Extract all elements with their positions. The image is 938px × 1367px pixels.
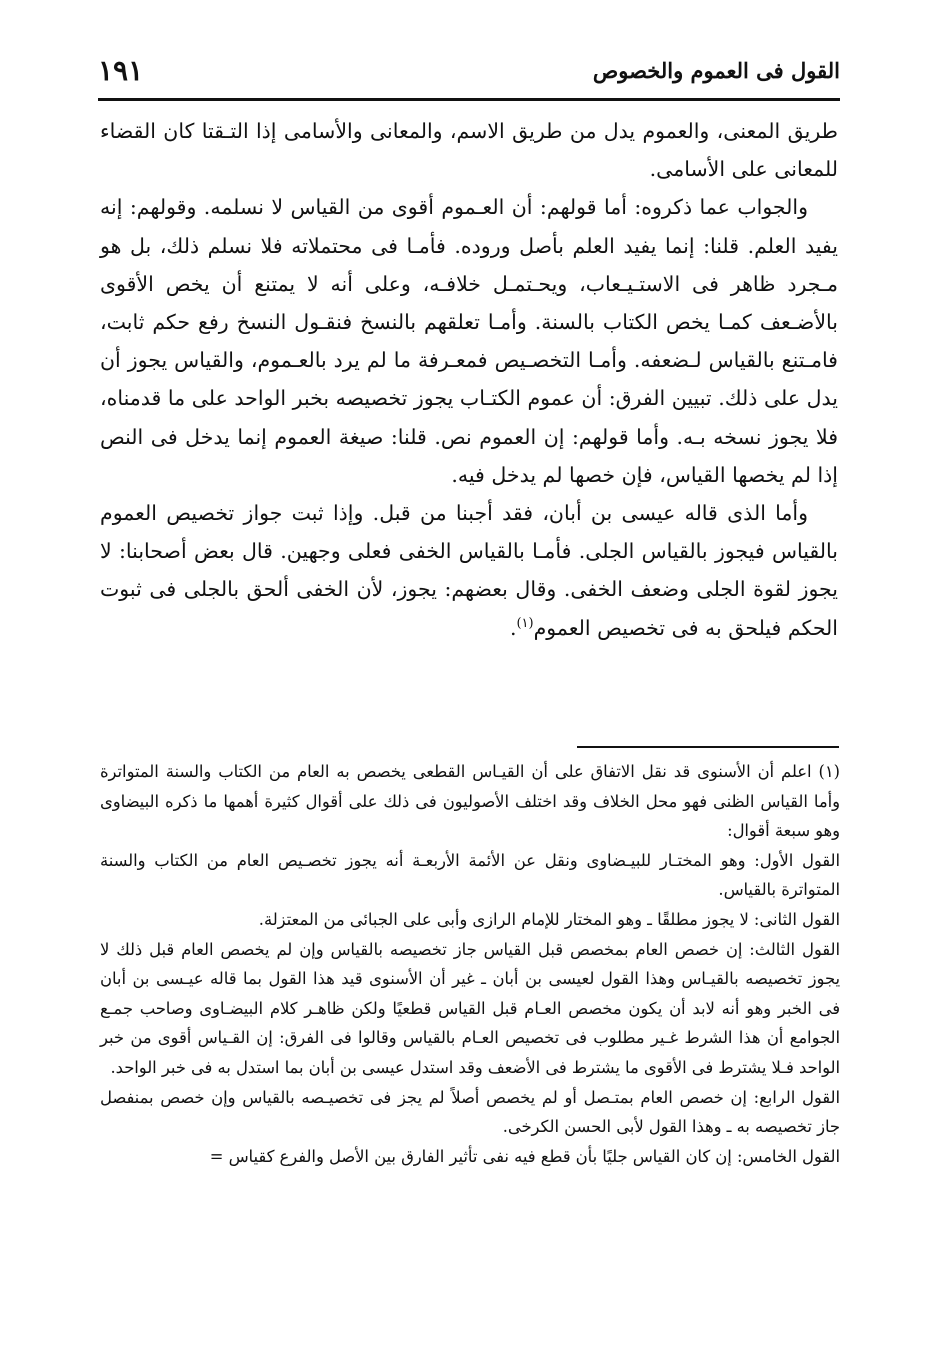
- footnotes: [100, 757, 840, 1171]
- paragraph-3: [100, 494, 838, 647]
- paragraph-3-end: .: [509, 615, 517, 640]
- footnote-opinion-1: القول الأول: وهو المختـار للبيـضاوى ونقل عن الأئمة الأربعـة أنه يجوز تخصـيص العام من الكتاب والسنة المتواترة بالقياس.: [100, 850, 840, 900]
- footnote-reference: (١): [516, 615, 534, 631]
- header-divider: [98, 98, 840, 101]
- running-title: القول فى العموم والخصوص: [592, 58, 840, 83]
- footnote-1: [100, 757, 840, 846]
- footnote-divider: [577, 746, 839, 748]
- paragraph-1: طريق المعنى، والعموم يدل من طريق الاسم، والمعانى والأسامى إذا التـقتا كان القضاء للمعانى على الأسامى.: [100, 119, 838, 182]
- paragraph-3-text: وأما الذى قاله عيسى بن أبان، فقد أجبنا من قبل. وإذا ثبت جواز تخصيص العموم بالقياس فيجوز بالقياس الجلى. فأمـا بالقياس الخفى فعلى وجهين. قال بعض أصحابنا: لا يجوز لقوة الجلى وضعف الخفى. وقال بعضهم: يجوز، لأن الخفى ألحق بالجلى فى ثبوت الحكم فيلحق به فى تخصيص العموم: [100, 501, 838, 640]
- footnote-opinion-2: القول الثانى: لا يجوز مطلقًا ـ وهو المختار للإمام الرازى وأبى على الجبائى من المعتزلة.: [258, 909, 840, 929]
- footnote-intro: اعلم أن الأسنوى قد نقل الاتفاق على أن القيـاس القطعى يخصص به العام من الكتاب والسنة المتواترة وأما القياس الظنى فهو محل الخلاف وقد اختلف الأصوليون فى ذلك على أقوال كثيرة أهمها ما ذكره البيضاوى وهو سبعة أقوال:: [100, 762, 840, 841]
- main-text: [100, 112, 838, 647]
- page-number: ١٩١: [98, 54, 144, 87]
- footnote-opinion-3: القول الثالث: إن خصص العام بمخصص قبل القياس جاز تخصيصه بالقياس وإن لم يخصص العام قبل ذلك لا يجوز تخصيصه بالقيـاس وهذا القول لعيسى بن أبان ـ غير أن الأسنوى قيد هذا القول بما قاله عيـسى بن أبان فى الخبر وهو أنه لابد أن يكون مخصص العـام قبل القياس قطعيًا ولكن ظاهـر كلام البيضـاوى وصاحب جمـع الجوامع أن هذا الشرط غـير مطلوب فى تخصيص العـام بالقياس وقالوا فى الفرق: إن القـياس أقوى من خبر الواحد فـلا يشترط فى الأقوى ما يشترط فى الأضعف وقد استدل عيسى بن أبان بما استدل به فى خبر الواحد.: [100, 939, 840, 1077]
- footnote-mark: (١): [818, 762, 840, 781]
- footnote-opinion-4: القول الرابع: إن خصص العام بمتـصل أو لم يخصص أصلاً لم يجز فى تخصيـصه بالقياس وإن خصص بمنفصل جاز تخصيصه به ـ وهذا القول لأبى الحسن الكرخى.: [100, 1087, 840, 1137]
- footnote-opinion-5: القول الخامس: إن كان القياس جليًا بأن قطع فيه نفى تأثير الفارق بين الأصل والفرع كقياس =: [209, 1146, 840, 1166]
- page-header: [98, 54, 840, 100]
- paragraph-2: والجواب عما ذكروه: أما قولهم: أن العـموم أقوى من القياس لا نسلمه. وقولهم: إنه يفيد العلم. قلنا: إنما يفيد العلم بأصل وروده. فأمـا فى محتملاته فلا نسلم ذلك، بل هو مـجرد ظاهر فى الاستـيـعاب، ويحـتمـل خلافـه، وعلى أنه لا يمتنع أن يخص الأقوى بالأضـعف كمـا يخص الكتاب بالسنة. وأمـا تعلقهم بالنسخ فنقـول النسخ رفع حكم ثابت، فامـتنع بالقياس لـضعفه. وأمـا التخصـيص فمعـرفة ما لم يرد بالعـموم، والقياس يجوز أن يدل على ذلك. تبيين الفرق: أن عموم الكتـاب يجوز تخصيصه بخبر الواحد على ما قدمناه، فلا يجوز نسخه بـه. وأما قولهم: إن العموم نص. قلنا: صيغة العموم إنما يدخل فى النص إذا لم يخصها القياس، فإن خصها لم يدخل فيه.: [100, 195, 838, 487]
